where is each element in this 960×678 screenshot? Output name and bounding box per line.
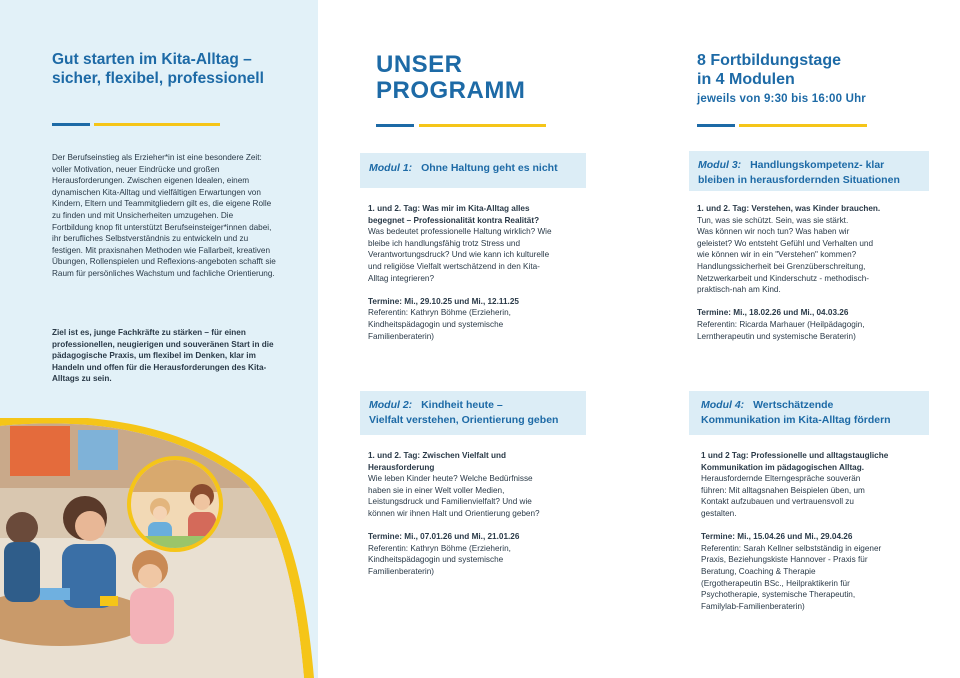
desc-line: praktisch-nah am Kind. [697,285,781,295]
desc-line: Was bedeutet professionelle Haltung wirklich? Wie [368,227,552,237]
divider-blue [697,124,735,127]
speaker-line: Praxis, Beziehungskiste Hannover - Praxis für [701,555,868,565]
module-4-heading [701,450,931,473]
desc-line: bleibe ich handlungsfähig trotz Stress und [368,238,521,248]
speaker-line: Referentin: Kathryn Böhme (Erzieherin, [368,543,511,553]
heading-line: Kommunikation im pädagogischen Alltag. [701,462,865,472]
program-title [376,52,525,104]
divider-blue [376,124,414,127]
module-1-title: Ohne Haltung geht es nicht [421,162,558,174]
divider-blue [52,123,90,126]
module-3-num: Modul 3: [698,159,742,171]
module-1-speaker [368,307,588,342]
module-3-description [697,215,929,296]
desc-line: Herausfordernde Elterngespräche souverän [701,474,861,484]
desc-line: führen: Mit alltagsnahen Beispielen üben, um [701,485,865,495]
program-divider [376,124,546,127]
program-title-line2: PROGRAMM [376,77,526,104]
heading-line: 1. und 2. Tag: Was mir im Kita-Alltag alles [368,204,530,213]
module-3-speaker [697,319,929,342]
module-3-heading [697,203,929,215]
divider-yellow [94,123,220,126]
module-4-description [701,473,931,519]
photo-collage [0,418,318,678]
days-line2: in 4 Modulen [697,71,795,88]
desc-line: gestalten. [701,508,737,518]
divider-yellow [419,124,546,127]
module-3-dates: Termine: Mi., 18.02.26 und Mi., 04.03.26 [697,308,849,318]
speaker-line: (Ergotherapeutin BSc., Heilpraktikerin für [701,578,850,588]
module-4-content [701,450,931,612]
desc-line: Leistungsdruck und Familienvielfalt? Und wie [368,497,532,507]
intro-title: Gut starten im Kita-Alltag – sicher, flexibel, professionell [52,51,264,87]
speaker-line: Beratung, Coaching & Therapie [701,566,816,576]
module-3-title-line1: Handlungskompetenz- klar [750,159,885,171]
speaker-line: Referentin: Sarah Kellner selbstständig in eigener [701,543,882,553]
module-2-title-line2: Vielfalt verstehen, Orientierung geben [369,414,559,426]
desc-line: wie können wir in ein "Verstehen" kommen? [697,250,857,260]
speaker-line: Lerntherapeutin und systemische Beraterin) [697,331,856,341]
module-2-content [368,450,588,578]
module-4-speaker [701,543,931,613]
module-4-title-line1: Wertschätzende [753,399,834,411]
speaker-line: Psychotherapie, systemische Therapeutin, [701,590,856,600]
speaker-line: Kindheitspädagogin und systemische [368,555,504,565]
module-4-num: Modul 4: [701,399,745,411]
desc-line: Netzwerkarbeit und Kinderschutz - methodisch- [697,273,870,283]
module-2-description [368,473,588,519]
heading-line: Herausforderung [368,462,435,472]
days-divider [697,124,867,127]
heading-line: begegnet – Professionalität kontra Realität? [368,215,540,225]
desc-line: haben sie in einer Welt voller Medien, [368,485,505,495]
module-4-title-line2: Kommunikation im Kita-Alltag fördern [701,414,891,426]
speaker-line: Familylab-Familienberaterin) [701,601,805,611]
heading-line: 1. und 2. Tag: Verstehen, was Kinder brauchen. [697,204,881,213]
module-1-num: Modul 1: [369,162,413,174]
desc-line: können wir ihnen Halt und Orientierung geben? [368,508,540,518]
module-1-dates: Termine: Mi., 29.10.25 und Mi., 12.11.25 [368,296,519,306]
program-title-line1: UNSER [376,51,463,78]
module-2-heading [368,450,588,473]
heading-line: 1. und 2. Tag: Zwischen Vielfalt und [368,451,506,460]
module-2-dates: Termine: Mi., 07.01.26 und Mi., 21.01.26 [368,532,520,542]
heading-line: 1 und 2 Tag: Professionelle und alltagstaugliche [701,451,889,460]
intro-divider [52,123,220,126]
desc-line: Alltag integrieren? [368,273,434,283]
desc-line: Kontakt aufzubauen und vertrauensvoll zu [701,497,854,507]
divider-yellow [739,124,867,127]
kita-photo-illustration [0,418,318,678]
module-4-dates: Termine: Mi., 15.04.26 und Mi., 29.04.26 [701,532,853,542]
intro-body: Der Berufseinstieg als Erzieher*in ist eine besondere Zeit: voller Motivation, neuer Eindrücke und großen Herausforderungen. Zwischen eigenen Idealen, einem dynamischen Kita-Alltag und vielfältigen Erwartungen von Kindern, Eltern und Teammitgliedern gilt es, die eigene Rolle zu finden und mit Unsicherheiten umzugehen. Die Fortbildung knop fit unterstützt Berufseinsteiger*innen dabei, ihr berufliches Selbstverständnis zu entwickeln und zu festigen. Mit praxisnahen Methoden wie Fallarbeit, kreativen Übungen, Rollenspielen und Reflexions-angeboten schafft sie Raum für persönliches Wachstum und fachliche Orientierung. [52,153,276,278]
module-1-content [368,203,588,342]
module-3-title-line2: bleiben in herausfordernden Situationen [698,174,900,186]
module-2-title-line1: Kindheit heute – [421,399,503,411]
desc-line: Was können wir noch tun? Was haben wir [697,227,850,237]
module-1-header [360,153,586,188]
module-1-heading [368,203,588,226]
days-title [697,51,841,89]
desc-line: und religiöse Vielfalt wertschätzend in den Kita- [368,261,540,271]
module-2-num: Modul 2: [369,399,413,411]
module-3-header [689,151,929,191]
speaker-line: Referentin: Kathryn Böhme (Erzieherin, [368,308,511,318]
module-3-content [697,203,929,342]
module-2-speaker [368,543,588,578]
desc-line: geleistet? Wo entsteht Gefühl und Verhalten und [697,238,874,248]
speaker-line: Referentin: Ricarda Marhauer (Heilpädagogin, [697,319,865,329]
module-2-header [360,391,586,435]
module-1-description [368,226,588,284]
speaker-line: Familienberaterin) [368,331,434,341]
desc-line: Tun, was sie schützt. Sein, was sie stärkt. [697,215,849,225]
module-4-header [689,391,929,435]
desc-line: Wie leben Kinder heute? Welche Bedürfnisse [368,474,533,484]
schedule-time: jeweils von 9:30 bis 16:00 Uhr [697,93,866,105]
speaker-line: Kindheitspädagogin und systemische [368,319,504,329]
days-line1: 8 Fortbildungstage [697,52,841,69]
intro-goal: Ziel ist es, junge Fachkräfte zu stärken – für einen professionellen, neugierigen und souveränen Start in die pädagogische Praxis, um flexibel im Denken, klar im Handeln und offen für die Herausforderungen des Kita-Alltags zu sein. [52,328,274,384]
desc-line: Handlungssicherheit bei Grenzüberschreitung, [697,261,866,271]
intro-panel [0,0,318,678]
speaker-line: Familienberaterin) [368,566,434,576]
desc-line: Verantwortungsdruck? Und wie kann ich kulturelle [368,250,550,260]
